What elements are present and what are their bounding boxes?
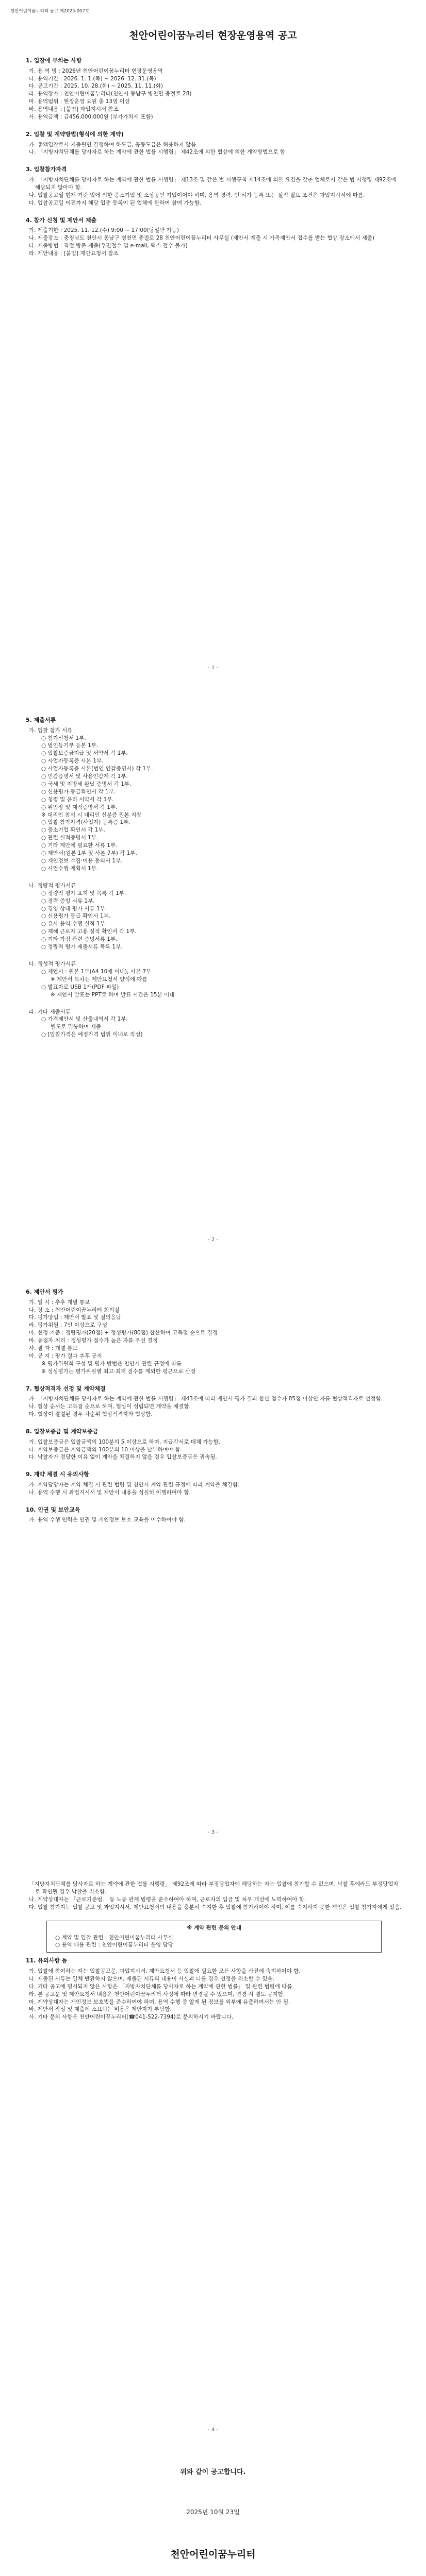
section-line: ○ 신용평가 등급확인서 각 1부. <box>41 788 116 795</box>
section-line: 나. 용역기간 : 2026. 1. 1.(목) ~ 2026. 12. 31.(목) <box>29 75 156 82</box>
section-line: 마. 선정 기준 : 정량평가(20점) + 정성평가(80점) 합산하여 고득점 순으로 결정 <box>29 1330 218 1336</box>
section-line: 라. 용역장소 : 천안어린이꿈누리터(천안시 동남구 병천면 충절로 28) <box>29 91 192 97</box>
section-line: 라. 제안내용 : [붙임] 제안요청서 참조 <box>29 250 119 257</box>
section-line: ○ 정량적 평가 제출서류 목록 1부. <box>41 944 123 951</box>
section-line: ○ [입찰가격은 예정가격 범위 이내로 작성] <box>41 1031 143 1038</box>
page2-content <box>26 716 402 1048</box>
section-line: 사. 결 과 : 개별 통보 <box>29 1345 78 1352</box>
notice-box-title: ※ 계약 관련 문의 안내 <box>187 1924 241 1931</box>
page3-content <box>26 1288 402 1533</box>
closing-statement: 위와 같이 공고합니다. <box>180 2468 246 2476</box>
page-1 <box>0 0 426 685</box>
section-heading: 10. 인권 및 보안교육 <box>26 1506 80 1513</box>
section-line: 라. 본 공고문 및 제안요청서 내용은 천안어린이꿈누리터 사정에 따라 변경될 수 있으며, 변경 시 별도 공지함. <box>29 1991 285 1997</box>
section-line: 가. 「지방자치단체를 당사자로 하는 계약에 관한 법률 시행령」 제13조 및 같은 법 시행규칙 제14조에 의한 요건을 갖춘 업체로서 같은 법 시행령 제92조에 해당되지 않아야 함. <box>29 176 397 191</box>
section-line: ※ 정성평가는 평가위원별 최고·최저 점수를 제외한 평균으로 산정 <box>41 1368 196 1375</box>
section-heading: 5. 제출서류 <box>26 717 56 723</box>
section-line: 마. 계약상대자는 개인정보 보호법을 준수하여야 하며, 용역 수행 중 알게 된 정보를 외부에 유출하여서는 안 됨. <box>29 1998 290 2005</box>
page1-content <box>26 57 402 267</box>
section-line: 사. 용역금액 : 금456,000,000원 (부가가치세 포함) <box>29 114 153 121</box>
section-line: 다. 공고기간 : 2025. 10. 28.(화) ~ 2025. 11. 11.(화) <box>29 83 163 90</box>
page-5 <box>0 2447 426 2576</box>
section-line: 「지방자치단체를 당사자로 하는 계약에 관한 법률 시행령」 제92조에 따라 부정당업자에 해당하는 자는 입찰에 참가할 수 없으며, 낙찰 후에라도 부정당업자로 확인될 경우 낙찰을 취소함. <box>29 1881 399 1895</box>
section-line: ○ 제안서(원본 1부 및 사본 7부) 각 1부. <box>41 850 137 857</box>
section-line: ○ 기타 가점 관련 증빙서류 1부. <box>41 936 118 943</box>
section-line: ○ 경력 증빙 서류 1부. <box>41 897 95 904</box>
section-line: 다. 입찰 참가자는 입찰 공고 및 과업지시서, 제안요청서의 내용을 충분히 숙지한 후 입찰에 참가하여야 하며, 이를 숙지하지 못한 책임은 입찰 참가자에게 있음. <box>29 1904 402 1910</box>
section <box>26 1428 402 1461</box>
section <box>26 216 402 258</box>
section <box>26 1880 402 1911</box>
section-heading: 7. 협상적격자 선정 및 계약체결 <box>26 1385 106 1392</box>
section <box>26 882 402 951</box>
section-line: 나. 입찰공고일 현재 기준 법에 의한 중소기업 및 소상공인 기업이어야 하며, 용역 경력, 인·허가 등록 또는 실적 필요 조건은 과업지시서에 따름. <box>29 192 365 198</box>
section-line: 다. 정성적 평가서류 <box>29 960 76 967</box>
closing-org: 천안어린이꿈누리터 <box>170 2549 256 2561</box>
closing-block <box>0 2468 426 2562</box>
section-heading: 1. 입찰에 부치는 사항 <box>26 57 82 64</box>
section-line: 라. 평가위원 : 7인 이상으로 구성 <box>29 1322 107 1329</box>
section-line: ○ 경영 상태 평가 서류 1부. <box>41 905 107 912</box>
section-line: 나. 제출장소 : 충청남도 천안시 동남구 병천면 충절로 28 천안어린이꿈누리터 사무실 (제안서 제출 시 가족제안서 접수를 받는 협상 장소에서 제출) <box>29 235 374 242</box>
section-line: 나. 협상 순서는 고득점 순으로 하며, 협상이 성립되면 계약을 체결함. <box>29 1403 191 1410</box>
page-3 <box>0 1257 426 1850</box>
page4-content <box>26 1880 402 2030</box>
section-line: 가. 제출기한 : 2025. 11. 12.(수) 9:00 ~ 17:00(당일만 가능) <box>29 227 179 234</box>
section-line: ○ 제안서 : 원본 1부(A4 10매 이내), 사본 7부 <box>41 968 152 975</box>
section-line: 나. 장 소 : 천안어린이꿈누리터 회의실 <box>29 1307 120 1313</box>
section-line: 나. 계약상대자는 「근로기준법」 등 노동 관계 법령을 준수하여야 하며, 근로자의 임금 및 처우 개선에 노력하여야 함. <box>29 1896 306 1903</box>
section <box>26 716 402 873</box>
section-line: 가. 입찰에 참여하는 자는 입찰공고문, 과업지시서, 제안요청서 등 입찰에 필요한 모든 사항을 사전에 숙지하여야 함. <box>29 1968 301 1974</box>
section-line: 다. 제출방법 : 직접 방문 제출(우편접수 및 e-mail, 팩스 접수 불가) <box>29 243 188 249</box>
section-line: ○ 신용평가 등급 확인서 1부. <box>41 913 110 920</box>
section <box>26 1470 402 1496</box>
section-heading: 8. 입찰보증금 및 계약보증금 <box>26 1428 99 1435</box>
section-line: 바. 제안서 작성 및 제출에 소요되는 비용은 제안자가 부담함. <box>29 2006 172 2013</box>
section-line: 가. 입찰 참가 서류 <box>29 727 73 734</box>
page-2 <box>0 685 426 1257</box>
section <box>26 960 402 999</box>
section-line: 다. 기타 공고에 명시되지 않은 사항은 「지방자치단체를 당사자로 하는 계약에 관한 법률」 및 관련 법령에 따름. <box>29 1983 294 1990</box>
section-line: ○ 사업자등록증 사본 1부. <box>41 758 104 765</box>
notice-box <box>46 1921 382 1953</box>
doc-header: 천안어린이꿈누리터 공고 제2025-007호 <box>10 9 90 14</box>
section-line: 다. 낙찰자가 정당한 이유 없이 계약을 체결하지 않을 경우 입찰보증금은 귀속됨. <box>29 1454 217 1461</box>
section-heading: 6. 제안서 평가 <box>26 1289 63 1295</box>
section <box>26 1506 402 1524</box>
section-line: 나. 「지방자치단체를 당사자로 하는 계약에 관한 법률 시행령」 제42조에 의한 협상에 의한 계약방법으로 함. <box>29 149 287 156</box>
section-line: 마. 용역범위 : 현장운영 요원 총 13명 이상 <box>29 98 130 105</box>
page-number: - 2 - <box>208 1237 218 1243</box>
section-line: ※ 제안서 목차는 제안요청서 양식에 따름 <box>51 976 148 982</box>
section-line: 나. 계약보증금은 계약금액의 100분의 10 이상을 납부하여야 함. <box>29 1446 182 1453</box>
section-heading: 4. 참가 신청 및 제안서 제출 <box>26 216 97 224</box>
section-heading: 11. 유의사항 등 <box>26 1957 68 1964</box>
section <box>26 165 402 207</box>
section-line: ○ 발표자료 USB 1개(PDF 파일) <box>41 984 119 990</box>
section-line: ○ 계약 및 입찰 관련 : 천안어린이꿈누리터 사무실 <box>55 1934 173 1941</box>
section-line: ○ 국세 및 지방세 완납 증명서 각 1부. <box>41 781 132 787</box>
section-line: 별도로 밀봉하여 제출 <box>51 1024 101 1030</box>
section-line: ○ 법인등기부 등본 1부. <box>41 742 99 749</box>
page-number: - 1 - <box>208 665 218 671</box>
section <box>26 57 402 121</box>
section-line: 나. 제출된 서류는 일체 반환하지 않으며, 제출된 서류의 내용이 사실과 다를 경우 선정을 취소할 수 있음. <box>29 1975 274 1982</box>
page-4 <box>0 1850 426 2447</box>
section-line: ○ 사업수행 계획서 1부. <box>41 865 99 872</box>
section-line: ○ 재해 근로자 고용 실적 확인서 각 1부. <box>41 928 137 935</box>
section-line: 다. 평가방법 : 제안서 발표 및 질의응답 <box>29 1314 122 1321</box>
section-heading: 3. 입찰참가자격 <box>26 166 67 173</box>
section-line: ○ 인감증명서 및 사용인감계 각 1부. <box>41 773 128 780</box>
section-line: 라. 기타 제출서류 <box>29 1008 71 1015</box>
section-line: 바. 동점자 처리 : 정성평가 점수가 높은 자를 우선 결정 <box>29 1337 158 1344</box>
section-line: ※ 제안서 발표는 PPT로 하며 발표 시간은 15분 이내 <box>51 991 175 998</box>
section-line: 가. 총액입찰로서 지출원인 결행하여 하도급, 공동도급은 허용하지 않음. <box>29 141 198 148</box>
section-line: ○ 가격제안서 및 산출내역서 각 1부. <box>41 1016 128 1023</box>
section <box>26 1288 402 1376</box>
section-line: 사. 기타 문의 사항은 천안어린이꿈누리터(☎041-522-7394)로 문의하시기 바랍니다. <box>29 2014 234 2021</box>
section-line: 가. 용역 수행 인력은 인권 및 개인정보 보호 교육을 이수하여야 함. <box>29 1517 186 1523</box>
section-line: 가. 입찰보증금은 입찰금액의 100분의 5 이상으로 하며, 지급각서로 대체 가능함. <box>29 1438 221 1445</box>
section-line: 나. 용역 수행 시 과업지시서 및 제안서 내용을 성실히 이행하여야 함. <box>29 1489 191 1496</box>
page-number: - 3 - <box>208 1829 218 1835</box>
section-line: ○ 입찰보증금지급 및 서약서 각 1부. <box>41 750 128 757</box>
section-line: ○ 기타 제안에 필요한 서류 1부. <box>41 842 118 849</box>
section-line: 바. 용역내용 : [붙임] 과업지시서 참조 <box>29 106 119 113</box>
section-line: 나. 정량적 평가서류 <box>29 882 76 889</box>
section <box>26 1008 402 1039</box>
section-line: 다. 입찰공고일 이전까지 해당 업종 등록이 된 업체에 한하여 참여 가능함. <box>29 199 202 206</box>
section-line: ○ 위임장 및 재직증명서 각 1부. <box>41 804 118 810</box>
section-line: 가. 용 역 명 : 2026년 천안어린이꿈누리터 현장운영용역 <box>29 67 163 74</box>
section <box>26 1385 402 1418</box>
section-line: ○ 입찰 참가자격(사업자) 등록증 1부. <box>41 819 130 826</box>
section-heading: 9. 계약 체결 시 유의사항 <box>26 1471 89 1478</box>
section-line: ○ 참가신청서 1부. <box>41 735 86 741</box>
section <box>26 1957 402 2021</box>
section-line: ○ 개인정보 수집·이용 동의서 1부. <box>41 858 123 865</box>
section-line: ○ 유사 용역 수행 실적 1부. <box>41 921 107 927</box>
closing-date: 2025년 10월 23일 <box>186 2509 240 2516</box>
section-line: 다. 협상이 결렬된 경우 차순위 협상적격자와 협상함. <box>29 1411 153 1418</box>
section-line: ○ 중소기업 확인서 각 1부. <box>41 827 105 834</box>
doc-title: 천안어린이꿈누리터 현장운영용역 공고 <box>129 30 297 41</box>
section-line: 가. 일 시 : 추후 개별 통보 <box>29 1299 90 1306</box>
section-line: ○ 사업자등록증 사본(법인 인감증명서) 각 1부. <box>41 766 153 772</box>
section-line: 가. 계약담당자는 계약 체결 시 관련 법령 및 천안시 계약 관련 규정에 따라 계약을 체결함. <box>29 1481 240 1488</box>
section-line: ※ 대리인 참석 시 대리인 신분증 원본 지참 <box>41 811 142 818</box>
section-line: ○ 청렴 및 윤리 서약서 각 1부. <box>41 796 114 803</box>
page-number: - 4 - <box>208 2427 218 2433</box>
section-line: ○ 관련 실적증명서 1부. <box>41 835 99 841</box>
section-line: ○ 용역 내용 관련 : 천안어린이꿈누리터 운영 담당 <box>55 1942 173 1948</box>
section-heading: 2. 입찰 및 계약방법(형식에 의한 계약) <box>26 130 124 138</box>
section <box>26 130 402 156</box>
section-line: 가. 「지방자치단체를 당사자로 하는 계약에 관한 법률 시행령」 제43조에 따라 제안서 평가 결과 합산 점수가 85점 이상인 자를 협상적격자로 선정함. <box>29 1396 383 1402</box>
section-line: ※ 평가위원회 구성 및 평가 방법은 천안시 관련 규정에 따름 <box>41 1360 182 1367</box>
section-line: 아. 공 지 : 평가 결과 추후 공지 <box>29 1352 102 1359</box>
section-line: ○ 정량적 평가 표지 및 목록 각 1부. <box>41 890 126 896</box>
